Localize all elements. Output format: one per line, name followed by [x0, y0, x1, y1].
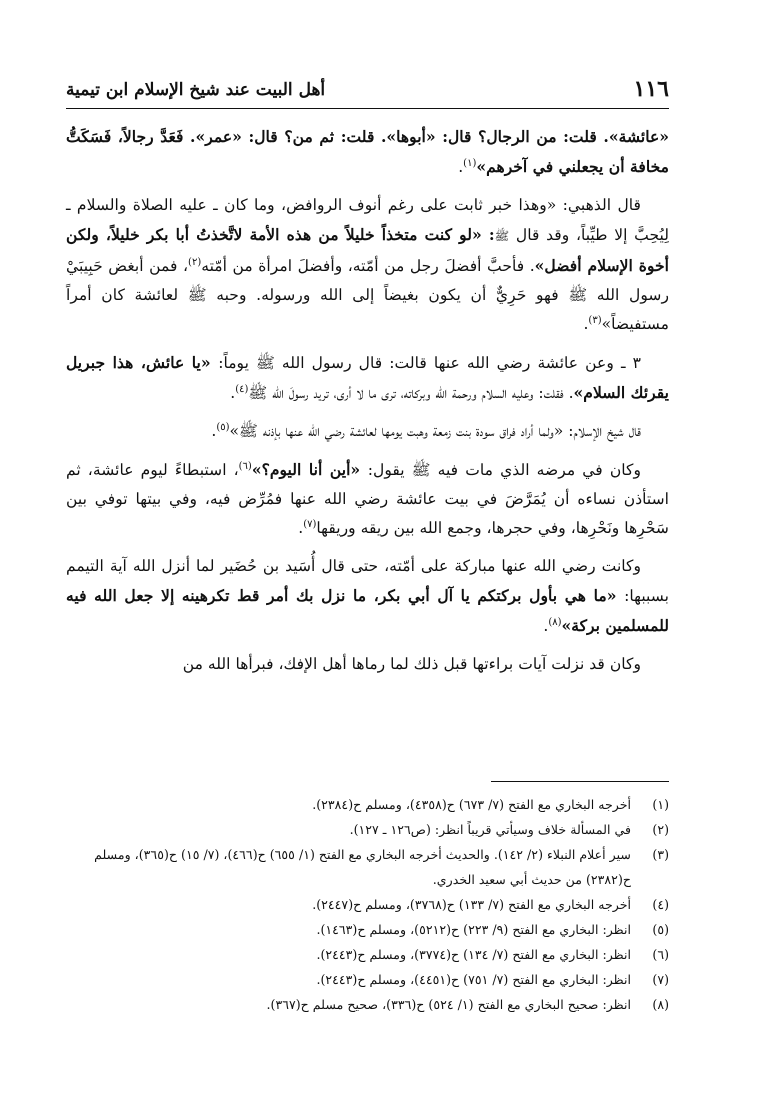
footnote-ref: (٦): [238, 460, 252, 472]
paragraph-text: وكانت رضي الله عنها مباركة على أمّته، حتى قال أُسَيد بن حُضَير لما أنزل الله آية التيمم بسببها:: [66, 557, 669, 605]
footnote-ref: (٢): [188, 256, 202, 268]
footnote-text: انظر: البخاري مع الفتح (٧/ ١٣٤) ح(٣٧٧٤)، ومسلم ح(٢٤٤٣).: [316, 947, 631, 962]
paragraph-text: وكان في مرضه الذي مات فيه ﷺ يقول:: [367, 461, 641, 479]
footnote-text: أخرجه البخاري مع الفتح (٧/ ١٣٣) ح(٣٧٦٨)، ومسلم ح(٢٤٤٧).: [312, 897, 631, 912]
paragraph: قال الذهبي: «وهذا خبر ثابت على رغم أنوف الروافض، وما كان ـ عليه الصلاة والسلام ـ لِيُحِبَّ إلا طيِّباً، وقد قال ﷺ: «لو كنت متخذاً خليلاً من هذه الأمة لاتَّخذتُ أبا بكر خليلاً، ولكن أخوة الإسلام أفضل». فأحبَّ أفضلَ رجل من أمّته، وأفضلَ امرأة من أمّته$^{(٢)}$، فمن أبغض حَبِيبَيْ رسول الله ﷺ فهو حَرِيٌّ أن يكون بغيضاً إلى الله ورسوله. وحبه ﷺ لعائشة كان أمراً مستفيضاً»$^{(٣)}$.: [66, 196, 669, 333]
footnote-number: (٥): [652, 922, 669, 937]
paragraph: «عائشة». قلت: من الرجال؟ قال: «أبوها». قلت: ثم من؟ قال: «عمر». فَعَدَّ رجالاً، فَسَكَتُّ مخافة أن يجعلني في آخرهم»$^{(١)}$.: [66, 127, 669, 176]
footnote-number: (٣): [652, 847, 669, 862]
footnote-number: (٦): [652, 947, 669, 962]
paragraph: وكانت رضي الله عنها مباركة على أمّته، حتى قال أُسَيد بن حُضَير لما أنزل الله آية التيمم بسببها: «ما هي بأول بركتكم يا آل أبي بكر، ما نزل بك أمر قط تكرهينه إلا جعل الله فيه للمسلمين بركة»$^{(٨)}$.: [66, 557, 669, 635]
footnote-ref: (٤): [235, 383, 249, 395]
page-number: ١١٦: [633, 76, 669, 102]
main-text: [66, 122, 669, 688]
footnotes: [66, 792, 669, 1017]
footnote-text: انظر: البخاري مع الفتح (٩/ ٢٢٣) ح(٥٢١٢)، ومسلم ح(١٤٦٣).: [316, 922, 631, 937]
footnote-ref: (١): [463, 157, 477, 169]
paragraph-text: . فقلت: وعليه السلام ورحمة الله وبركاته، ترى ما لا أرى، تريد رسولَ الله ﷺ: [248, 384, 574, 402]
footnote: [66, 942, 669, 967]
footnote-text: في المسألة خلاف وسيأتي قريباً انظر: (ص١٢٦ ـ ١٢٧).: [349, 822, 631, 837]
paragraph-text: وكان قد نزلت آيات براءتها قبل ذلك لما رماها أهل الإفك، فبرأها الله من: [182, 655, 641, 673]
footnote-separator: [491, 781, 669, 782]
footnote-text: انظر: البخاري مع الفتح (٧/ ٧٥١) ح(٤٤٥١)، ومسلم ح(٢٤٤٣).: [316, 972, 631, 987]
footnote: [66, 967, 669, 992]
paragraph: قال شيخ الإسلام: «ولما أراد فراق سودة بنت زمعة وهبت يومها لعائشة رضي الله عنها بإذنه ﷺ»$^{(٥)}$.: [211, 421, 641, 440]
paragraph: وكان في مرضه الذي مات فيه ﷺ يقول: «أين أنا اليوم؟»$^{(٦)}$، استبطاءً ليوم عائشة، ثم استأذن نساءه أن يُمَرَّضَ في بيت عائشة رضي الله عنها فمُرِّض فيه، وفي بيتها توفي بين سَحْرِها ونَحْرِها، وفي حجرها، وجمع الله بين ريقه وريقها$^{(٧)}$.: [66, 460, 669, 537]
paragraph: [66, 650, 669, 679]
footnote-ref: (٨): [548, 616, 562, 628]
paragraph-text: ، استبطاءً ليوم عائشة، ثم استأذن نساءه أن يُمَرَّضَ في بيت عائشة رضي الله عنها فمُرِّض فيه، وفي بيتها توفي بين سَحْرِها ونَحْرِها، وفي حجرها، وجمع الله بين ريقه وريقها: [66, 461, 669, 537]
footnote-ref: (٣): [588, 314, 602, 326]
paragraph-text: ، فمن أبغض حَبِيبَيْ رسول الله ﷺ فهو حَرِيٌّ أن يكون بغيضاً إلى الله ورسوله. وحبه ﷺ لعائشة كان أمراً مستفيضاً»: [66, 257, 669, 333]
paragraph-text: قال الذهبي: «وهذا خبر ثابت على رغم أنوف الروافض، وما كان ـ عليه الصلاة والسلام ـ لِيُحِبَّ إلا طيِّباً، وقد قال: [66, 196, 669, 244]
footnote-number: (٨): [652, 997, 669, 1012]
footnote-ref: (٥): [216, 421, 230, 433]
footnote-number: (١): [652, 797, 669, 812]
footnote-number: (٧): [652, 972, 669, 987]
hadith-quote: «يا عائش، هذا جبريل يقرئك السلام»: [66, 353, 669, 402]
running-title: أهل البيت عند شيخ الإسلام ابن تيمية: [66, 80, 326, 100]
paragraph-text: ٣ ـ وعن عائشة رضي الله عنها قالت: قال رسول الله ﷺ يوماً:: [218, 354, 642, 372]
footnote-text: أخرجه البخاري مع الفتح (٧/ ٦٧٣) ح(٤٣٥٨)، ومسلم ح(٢٣٨٤).: [312, 797, 631, 812]
footnote: [66, 917, 669, 942]
hadith-quote: «ما هي بأول بركتكم يا آل أبي بكر، ما نزل بك أمر قط تكرهينه إلا جعل الله فيه للمسلمين بركة»: [66, 586, 669, 635]
footnote-number: (٤): [652, 897, 669, 912]
footnote: [66, 892, 669, 917]
footnote: [66, 817, 669, 842]
paragraph: ٣ ـ وعن عائشة رضي الله عنها قالت: قال رسول الله ﷺ يوماً: «يا عائش، هذا جبريل يقرئك السلام». فقلت: وعليه السلام ورحمة الله وبركاته، ترى ما لا أرى، تريد رسولَ الله ﷺ$^{(٤)}$.: [66, 353, 669, 402]
page-header: [66, 74, 669, 109]
footnote: [66, 992, 669, 1017]
paragraph-text: قال شيخ الإسلام: «ولما أراد فراق سودة بنت زمعة وهبت يومها لعائشة رضي الله عنها بإذنه ﷺ»: [229, 422, 641, 440]
footnote-number: (٢): [652, 822, 669, 837]
footnote: [66, 842, 669, 892]
salutation-glyph: ﷺ: [494, 229, 510, 243]
footnote-ref: (٧): [303, 518, 317, 530]
paragraph-text: «عائشة». قلت: من الرجال؟ قال: «أبوها». قلت: ثم من؟ قال: «عمر». فَعَدَّ رجالاً، فَسَكَتُّ مخافة أن يجعلني في آخرهم»: [66, 127, 669, 176]
footnote-text: انظر: صحيح البخاري مع الفتح (١/ ٥٢٤) ح(٣٣٦)، صحيح مسلم ح(٣٦٧).: [266, 997, 631, 1012]
hadith-quote: «أين أنا اليوم؟»: [251, 460, 368, 479]
footnote: [66, 792, 669, 817]
hadith-quote: : «لو كنت متخذاً خليلاً من هذه الأمة لاتَّخذتُ أبا بكر خليلاً، ولكن أخوة الإسلام أفضل»: [66, 225, 669, 275]
paragraph-text: . فأحبَّ أفضلَ رجل من أمّته، وأفضلَ امرأة من أمّته: [201, 257, 535, 275]
footnote-text: سير أعلام النبلاء (٢/ ١٤٢). والحديث أخرجه البخاري مع الفتح (١/ ٦٥٥) ح(٤٦٦)، (٧/ ١٥) ح(٣٦٥)، ومسلم ح(٢٣٨٢) من حديث أبي سعيد الخدري.: [94, 847, 631, 887]
